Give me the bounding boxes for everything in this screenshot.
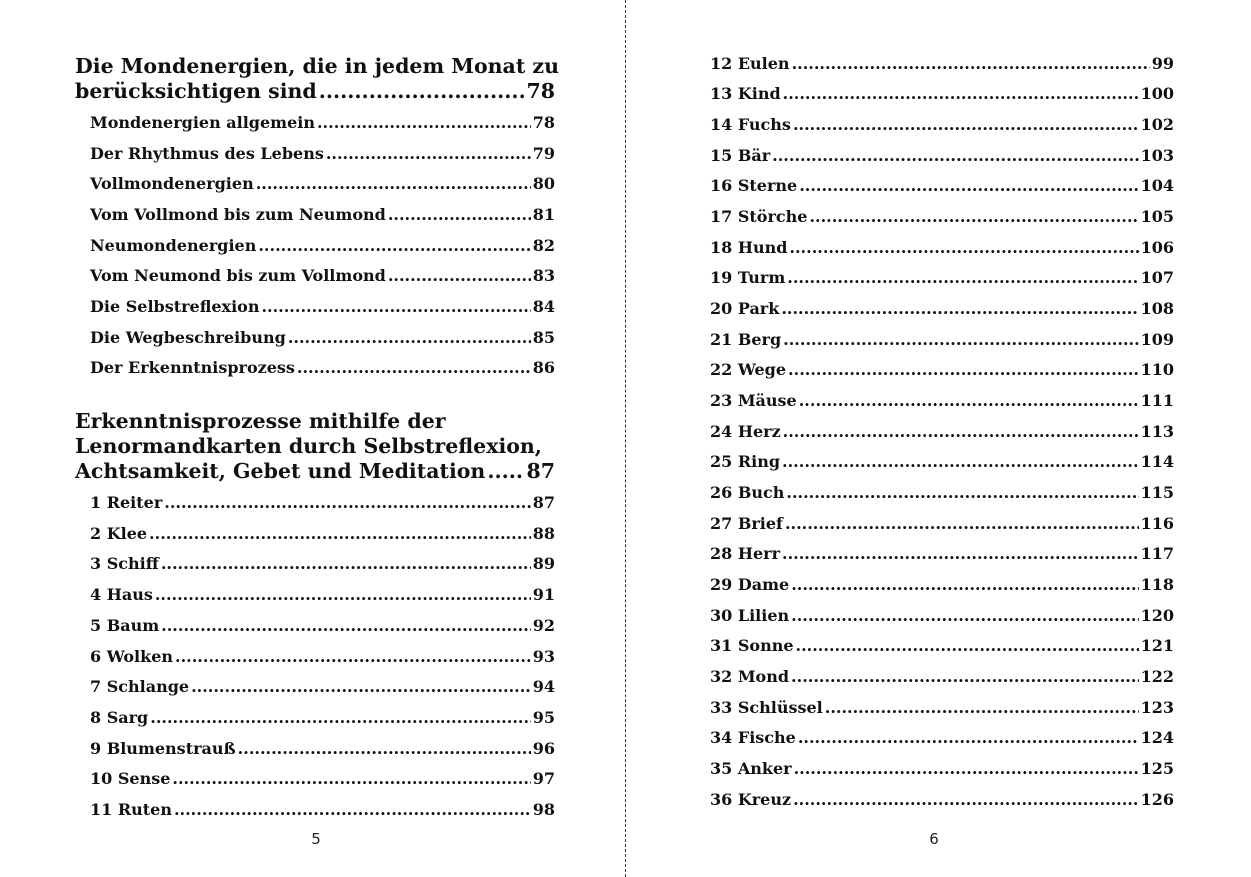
page-ref: 114	[1140, 452, 1174, 471]
toc-entry[interactable]: Mondenergien allgemein ..... 78	[90, 112, 555, 134]
page-ref: 107	[1140, 268, 1174, 287]
leader-dots	[155, 584, 531, 606]
page-ref: 102	[1140, 115, 1174, 134]
page-ref: 104	[1140, 176, 1174, 195]
toc-entry[interactable]: 36 Kreuz ..... 126	[710, 789, 1174, 811]
toc-entry[interactable]: 9 Blumenstrauß ..... 96	[90, 738, 555, 760]
toc-entry[interactable]: 12 Eulen ..... 99	[710, 53, 1174, 75]
leader-dots	[787, 267, 1138, 289]
toc-entry[interactable]: 7 Schlange ..... 94	[90, 676, 555, 698]
toc-entry[interactable]: Vom Vollmond bis zum Neumond ..... 81	[90, 204, 555, 226]
leader-dots	[785, 513, 1139, 535]
page-number: 5	[311, 830, 321, 848]
leader-dots	[319, 79, 525, 104]
leader-dots	[783, 421, 1139, 443]
toc-entry[interactable]: 6 Wolken ..... 93	[90, 646, 555, 668]
toc-entry[interactable]: Die Selbstreflexion ..... 84	[90, 296, 555, 318]
leader-dots	[256, 173, 531, 195]
toc-entry[interactable]: 26 Buch ..... 115	[710, 482, 1174, 504]
leader-dots	[317, 112, 531, 134]
toc-entry[interactable]: 31 Sonne ..... 121	[710, 635, 1174, 657]
toc-entry[interactable]: Vom Neumond bis zum Vollmond ..... 83	[90, 265, 555, 287]
toc-entry[interactable]: 15 Bär ..... 103	[710, 145, 1174, 167]
page-ref: 94	[532, 677, 555, 696]
leader-dots	[793, 789, 1139, 811]
page-ref: 85	[532, 328, 555, 347]
leader-dots	[297, 357, 531, 379]
leader-dots	[809, 206, 1138, 228]
leader-dots	[161, 553, 531, 575]
leader-dots	[149, 523, 531, 545]
section-heading-line: Lenormandkarten durch Selbstreflexion,	[75, 434, 542, 458]
page-ref: 80	[532, 174, 555, 193]
page-ref: 88	[532, 524, 555, 543]
leader-dots	[783, 83, 1139, 105]
page-ref: 122	[1140, 667, 1174, 686]
leader-dots	[288, 327, 531, 349]
page-ref: 111	[1140, 391, 1174, 410]
page-ref: 95	[532, 708, 555, 727]
toc-entry[interactable]: 21 Berg ..... 109	[710, 329, 1174, 351]
leader-dots	[238, 738, 531, 760]
leader-dots	[825, 697, 1139, 719]
leader-dots	[786, 482, 1138, 504]
toc-entry[interactable]: Neumondenergien ..... 82	[90, 235, 555, 257]
toc-entry[interactable]: 23 Mäuse ..... 111	[710, 390, 1174, 412]
page-ref: 126	[1140, 790, 1174, 809]
left-page	[0, 0, 625, 877]
toc-entry[interactable]: 29 Dame ..... 118	[710, 574, 1174, 596]
toc-entry[interactable]: Der Erkenntnisprozess ..... 86	[90, 357, 555, 379]
page-ref: 78	[526, 79, 555, 103]
toc-entry[interactable]: 8 Sarg ..... 95	[90, 707, 555, 729]
toc-entry[interactable]: Der Rhythmus des Lebens ..... 79	[90, 143, 555, 165]
toc-entry[interactable]: 32 Mond ..... 122	[710, 666, 1174, 688]
leader-dots	[793, 114, 1139, 136]
toc-entry[interactable]: 22 Wege ..... 110	[710, 359, 1174, 381]
page-ref: 98	[532, 800, 555, 819]
toc-entry[interactable]: 1 Reiter ..... 87	[90, 492, 555, 514]
toc-entry[interactable]: 35 Anker ..... 125	[710, 758, 1174, 780]
leader-dots	[783, 329, 1138, 351]
page-ref: 109	[1140, 330, 1174, 349]
section-heading-line: berücksichtigen sind ..... 78	[75, 79, 555, 104]
leader-dots	[791, 666, 1139, 688]
page-ref: 84	[532, 297, 555, 316]
page-ref: 106	[1140, 238, 1174, 257]
page-ref: 103	[1140, 146, 1174, 165]
page-ref: 79	[532, 144, 555, 163]
toc-entry[interactable]: 34 Fische ..... 124	[710, 727, 1174, 749]
leader-dots	[388, 204, 531, 226]
leader-dots	[175, 646, 531, 668]
toc-entry[interactable]: 24 Herz ..... 113	[710, 421, 1174, 443]
toc-entry[interactable]: 11 Ruten ..... 98	[90, 799, 555, 821]
leader-dots	[172, 768, 530, 790]
toc-entry[interactable]: 14 Fuchs ..... 102	[710, 114, 1174, 136]
page-ref: 108	[1140, 299, 1174, 318]
leader-dots	[164, 492, 530, 514]
toc-entry[interactable]: Die Wegbeschreibung ..... 85	[90, 327, 555, 349]
leader-dots	[487, 459, 524, 484]
leader-dots	[789, 237, 1138, 259]
page-ref: 115	[1140, 483, 1174, 502]
right-page	[626, 0, 1251, 877]
page-ref: 92	[532, 616, 555, 635]
page-ref: 117	[1140, 544, 1174, 563]
section-heading-line: Erkenntnisprozesse mithilfe der	[75, 409, 446, 433]
leader-dots	[161, 615, 531, 637]
page-ref: 82	[532, 236, 555, 255]
toc-entry[interactable]: 4 Haus ..... 91	[90, 584, 555, 606]
leader-dots	[388, 265, 531, 287]
toc-entry[interactable]: 13 Kind ..... 100	[710, 83, 1174, 105]
page-ref: 99	[1151, 54, 1174, 73]
toc-entry[interactable]: 17 Störche ..... 105	[710, 206, 1174, 228]
section-heading-erkenntnisprozesse[interactable]	[75, 409, 555, 484]
page-ref: 81	[532, 205, 555, 224]
leader-dots	[174, 799, 531, 821]
page-ref: 113	[1140, 422, 1174, 441]
leader-dots	[799, 390, 1139, 412]
page-ref: 91	[532, 585, 555, 604]
leader-dots	[150, 707, 530, 729]
page-ref: 116	[1140, 514, 1174, 533]
leader-dots	[258, 235, 530, 257]
leader-dots	[791, 574, 1138, 596]
section-heading-mondenergien[interactable]	[75, 54, 559, 104]
section-heading-line: Die Mondenergien, die in jedem Monat zu	[75, 54, 559, 78]
page-ref: 105	[1140, 207, 1174, 226]
toc-entry[interactable]: 33 Schlüssel ..... 123	[710, 697, 1174, 719]
page-ref: 86	[532, 358, 555, 377]
leader-dots	[791, 605, 1138, 627]
leader-dots	[788, 359, 1139, 381]
toc-entry[interactable]: 18 Hund ..... 106	[710, 237, 1174, 259]
page-ref: 118	[1140, 575, 1174, 594]
toc-entry[interactable]: 30 Lilien ..... 120	[710, 605, 1174, 627]
page-ref: 78	[532, 113, 555, 132]
page-ref: 120	[1140, 606, 1174, 625]
page-ref: 100	[1140, 84, 1174, 103]
leader-dots	[794, 758, 1139, 780]
page-ref: 89	[532, 554, 555, 573]
page-ref: 93	[532, 647, 555, 666]
toc-entry[interactable]: 20 Park ..... 108	[710, 298, 1174, 320]
page-ref: 124	[1140, 728, 1174, 747]
page-ref: 96	[532, 739, 555, 758]
toc-entry[interactable]: 25 Ring ..... 114	[710, 451, 1174, 473]
leader-dots	[796, 635, 1139, 657]
leader-dots	[792, 53, 1150, 75]
toc-entry[interactable]: 27 Brief ..... 116	[710, 513, 1174, 535]
page-ref: 97	[532, 769, 555, 788]
page-ref: 83	[532, 266, 555, 285]
page-ref: 123	[1140, 698, 1174, 717]
toc-entry[interactable]: 5 Baum ..... 92	[90, 615, 555, 637]
leader-dots	[261, 296, 530, 318]
leader-dots	[781, 298, 1138, 320]
leader-dots	[782, 451, 1139, 473]
leader-dots	[326, 143, 531, 165]
toc-entry[interactable]: 19 Turm ..... 107	[710, 267, 1174, 289]
toc-entry[interactable]: 28 Herr ..... 117	[710, 543, 1174, 565]
leader-dots	[798, 727, 1139, 749]
leader-dots	[799, 175, 1138, 197]
toc-entry[interactable]: Vollmondenergien ..... 80	[90, 173, 555, 195]
section-heading-line: Achtsamkeit, Gebet und Meditation ..... 87	[75, 459, 555, 484]
page-ref: 110	[1140, 360, 1174, 379]
page-ref: 121	[1140, 636, 1174, 655]
page-ref: 87	[532, 493, 555, 512]
page-ref: 87	[526, 459, 555, 483]
toc-entry[interactable]: 10 Sense ..... 97	[90, 768, 555, 790]
leader-dots	[782, 543, 1139, 565]
page-number: 6	[929, 830, 939, 848]
toc-entry[interactable]: 2 Klee ..... 88	[90, 523, 555, 545]
toc-entry[interactable]: 3 Schiff ..... 89	[90, 553, 555, 575]
toc-entry[interactable]: 16 Sterne ..... 104	[710, 175, 1174, 197]
leader-dots	[772, 145, 1138, 167]
leader-dots	[191, 676, 531, 698]
page-ref: 125	[1140, 759, 1174, 778]
